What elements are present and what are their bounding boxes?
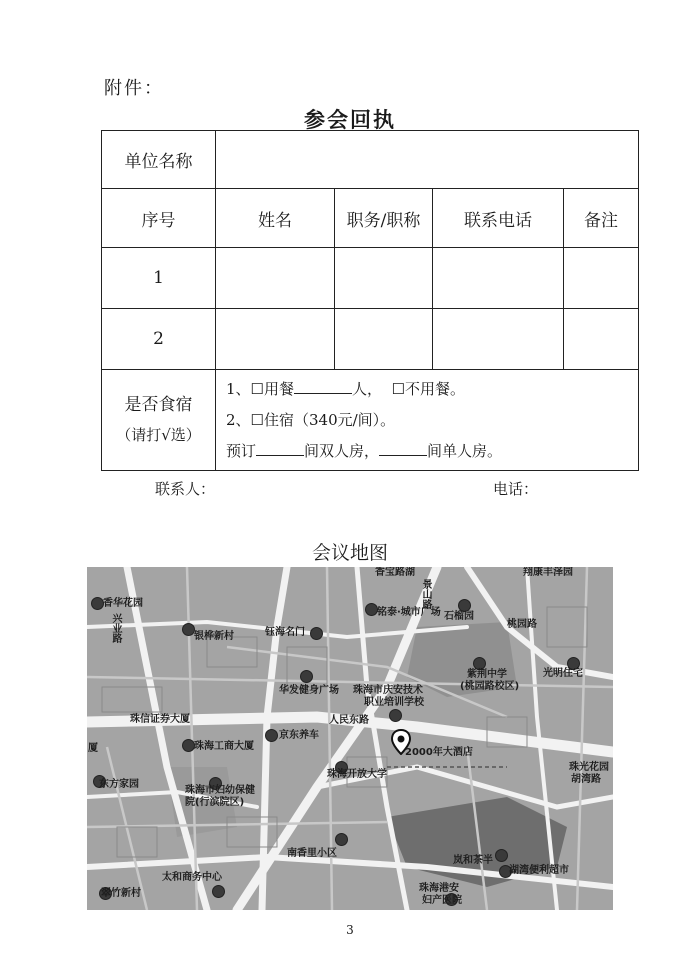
poi-dot [335, 833, 348, 846]
meal-checkbox-label[interactable]: 1、☐用餐 [226, 379, 294, 398]
table-row [102, 248, 639, 309]
no-meal-checkbox-label[interactable]: ☐不用餐。 [391, 379, 466, 398]
map-title: 会议地图 [311, 542, 388, 564]
map-label: 珠海市妇幼保健 [185, 785, 255, 796]
attachment-label: 附件： [104, 78, 164, 99]
poi-dot [265, 729, 278, 742]
map-label: 珠海工商大厦 [194, 741, 254, 752]
phone-cell[interactable] [433, 248, 564, 309]
hotel-label: 2000年大酒店 [405, 747, 473, 758]
map-label: 华发健身广场 [279, 685, 339, 696]
map-label: (桃园路校区) [460, 681, 520, 692]
map-label: 珠光花园 [569, 762, 609, 773]
map-label: 银桦新村 [194, 631, 234, 642]
row-index: 2 [102, 309, 216, 370]
map-label: 东方家园 [99, 779, 139, 790]
meal-count-blank[interactable] [294, 379, 352, 394]
meal-lodging-options [216, 370, 639, 471]
meal-option-line [226, 374, 638, 405]
map-label: 翠竹新村 [101, 888, 141, 899]
map-road-label: 桃园路 [507, 619, 537, 630]
header-title: 职务/职称 [335, 189, 433, 248]
title-cell[interactable] [335, 309, 433, 370]
map-label: 香华花园 [103, 598, 143, 609]
map-label: 院(行滨院区) [185, 797, 245, 808]
map-label: 石榴园 [444, 611, 474, 622]
map-label: 妇产医院 [422, 895, 462, 906]
map-road-label: 景山路 [420, 579, 431, 609]
booking-line [226, 436, 638, 467]
map-label: 香宝路湖 [375, 567, 415, 578]
org-name-cell[interactable] [216, 131, 639, 189]
phone-label: 电话： [493, 480, 539, 498]
meal-lodging-label-cell [102, 370, 216, 471]
booking-prefix: 预订 [226, 441, 257, 460]
phone-cell[interactable] [433, 309, 564, 370]
map-road-label: 胡湾路 [571, 774, 601, 785]
map-label: 湖湾便利超市 [509, 865, 569, 876]
header-name: 姓名 [216, 189, 335, 248]
poi-dot [495, 849, 508, 862]
row-index: 1 [102, 248, 216, 309]
double-room-blank[interactable] [256, 441, 304, 456]
map-label: 珠海开放大学 [327, 769, 387, 780]
remark-cell[interactable] [564, 309, 639, 370]
page-number: 3 [346, 923, 354, 937]
name-cell[interactable] [216, 248, 335, 309]
meeting-map [87, 567, 613, 910]
map-label: 职业培训学校 [364, 697, 424, 708]
poi-dot [389, 709, 402, 722]
map-road-label: 人民东路 [329, 715, 369, 726]
meal-unit: 人， [352, 379, 383, 398]
name-cell[interactable] [216, 309, 335, 370]
contact-person-label: 联系人： [155, 480, 216, 498]
table-row [102, 309, 639, 370]
map-label: 珠信证券大厦 [130, 714, 190, 725]
map-label: 翔康丰泽园 [523, 567, 573, 578]
form-title: 参会回执 [304, 108, 396, 132]
remark-cell[interactable] [564, 248, 639, 309]
poi-dot [310, 627, 323, 640]
map-label: 钰海名门 [265, 627, 305, 638]
reply-form-table [101, 130, 639, 471]
single-room-blank[interactable] [379, 441, 427, 456]
double-room-label: 间双人房， [304, 441, 380, 460]
map-label: 岚和茶半 [453, 855, 493, 866]
header-phone: 联系电话 [433, 189, 564, 248]
title-cell[interactable] [335, 248, 433, 309]
single-room-label: 间单人房。 [427, 441, 503, 460]
map-label: 珠海港安 [419, 883, 459, 894]
header-remark: 备注 [564, 189, 639, 248]
poi-dot [212, 885, 225, 898]
map-label: 铭泰·城市广场 [377, 607, 441, 618]
map-label: 京东养车 [279, 730, 319, 741]
meal-lodging-label: 是否食宿 [124, 395, 193, 415]
map-label: 厦 [88, 743, 98, 754]
map-label: 紫荆中学 [467, 669, 507, 680]
map-label: 珠海市庆安技术 [353, 685, 423, 696]
map-label: 太和商务中心 [162, 872, 222, 883]
map-label: 南香里小区 [287, 848, 337, 859]
lodging-option-line[interactable]: 2、☐住宿（340元/间）。 [226, 410, 396, 429]
header-index: 序号 [102, 189, 216, 248]
map-road-label: 兴业路 [110, 613, 121, 643]
meal-lodging-hint: （请打√选） [116, 426, 201, 444]
poi-dot [300, 670, 313, 683]
org-name-label: 单位名称 [102, 131, 216, 189]
map-label: 光明住宅 [543, 668, 583, 679]
